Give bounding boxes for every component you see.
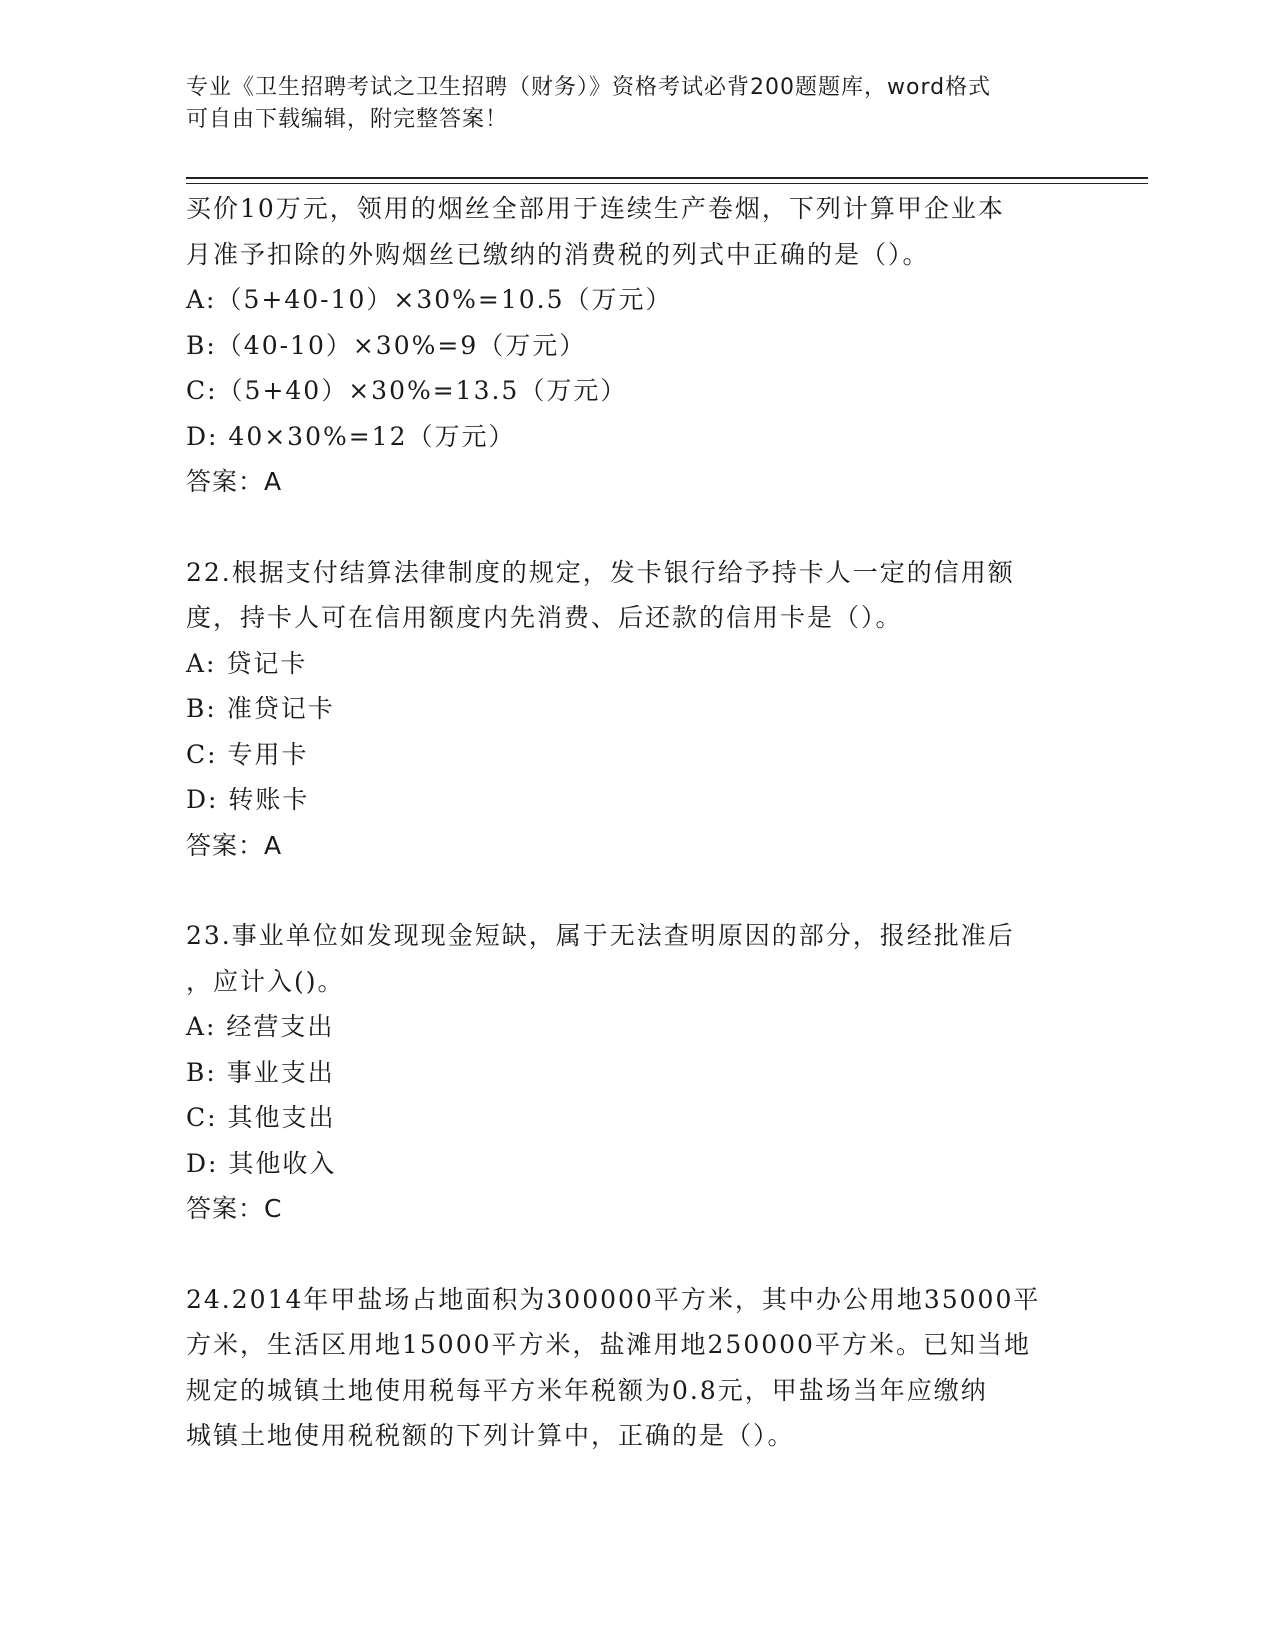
question-stem-line: 方米，生活区用地15000平方米，盐滩用地250000平方米。已知当地 [186, 1330, 1031, 1359]
option-c: C: 专用卡 [186, 739, 309, 769]
option-d: D: 其他收入 [186, 1148, 337, 1178]
question-content [186, 186, 1066, 1459]
question-spacer [186, 505, 1066, 550]
header-line-2: 可自由下载编辑，附完整答案！ [186, 107, 509, 132]
question-stem-line: 买价10万元，领用的烟丝全部用于连续生产卷烟，下列计算甲企业本 [186, 194, 1005, 223]
question-spacer [186, 868, 1066, 913]
header-rule-thick [186, 177, 1148, 179]
question-23 [186, 913, 1066, 1232]
question-21-continuation [186, 186, 1066, 505]
answer-line: 答案：C [186, 1194, 283, 1223]
option-b: B:（40-10）×30%=9（万元） [186, 330, 587, 360]
option-d: D: 40×30%=12（万元） [186, 421, 516, 451]
document-header [186, 72, 1086, 136]
option-b: B: 事业支出 [186, 1057, 335, 1087]
option-a: A: 贷记卡 [186, 648, 308, 678]
answer-line: 答案：A [186, 467, 283, 496]
option-c: C:（5+40）×30%=13.5（万元） [186, 376, 628, 405]
option-b: B: 准贷记卡 [186, 694, 335, 723]
question-stem-line: 23.事业单位如发现现金短缺，属于无法查明原因的部分，报经批准后 [186, 921, 1015, 950]
option-a: A: 经营支出 [186, 1012, 335, 1041]
question-stem-line: 度，持卡人可在信用额度内先消费、后还款的信用卡是（）。 [186, 603, 903, 632]
question-24 [186, 1277, 1066, 1459]
option-c: C: 其他支出 [186, 1103, 336, 1132]
header-rule-thin [186, 183, 1148, 184]
question-stem-line: 城镇土地使用税税额的下列计算中，正确的是（）。 [186, 1421, 795, 1450]
option-a: A:（5+40-10）×30%=10.5（万元） [186, 285, 673, 314]
question-stem-line: ，应计入()。 [186, 966, 345, 996]
header-line-1: 专业《卫生招聘考试之卫生招聘（财务）》资格考试必背200题题库，word格式 [186, 75, 992, 100]
answer-line: 答案：A [186, 830, 283, 860]
question-stem-line: 规定的城镇土地使用税每平方米年税额为0.8元，甲盐场当年应缴纳 [186, 1375, 988, 1405]
question-22 [186, 550, 1066, 869]
option-d: D: 转账卡 [186, 785, 310, 814]
question-stem-line: 22.根据支付结算法律制度的规定，发卡银行给予持卡人一定的信用额 [186, 557, 1015, 587]
question-spacer [186, 1232, 1066, 1277]
question-stem-line: 24.2014年甲盐场占地面积为300000平方米，其中办公用地35000平 [186, 1284, 1041, 1314]
question-stem-line: 月准予扣除的外购烟丝已缴纳的消费税的列式中正确的是（）。 [186, 239, 930, 269]
